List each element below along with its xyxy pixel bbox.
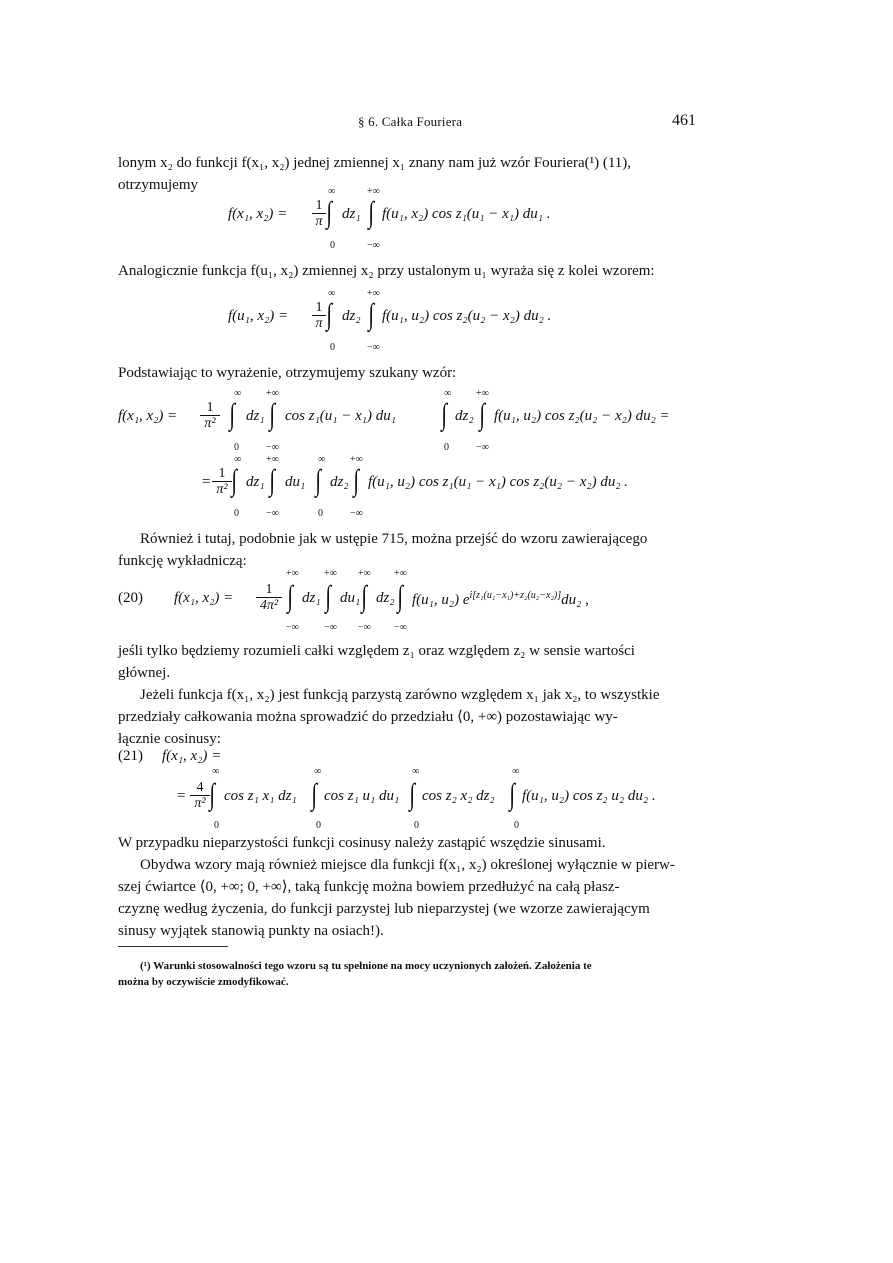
eq3-l2-int2-upper: +∞ (266, 454, 279, 465)
integral-sign: ∫ (269, 464, 275, 497)
integral-sign: ∫ (231, 464, 237, 497)
eq21-int4-upper: ∞ (512, 766, 520, 777)
eq20-int4-upper: +∞ (394, 568, 407, 579)
eq2-lhs: f(u₁, x₂) = (228, 308, 289, 324)
eq3-l2-b: du₁ (285, 474, 306, 490)
eq20-exponent: i[z₁(u₁−x₁)+z₂(u₂−x₂)] (469, 590, 562, 601)
eq21-a: cos z₁ x₁ dz₁ (224, 788, 297, 804)
paragraph-6 (118, 684, 698, 750)
text-line: łącznie cosinusy: (118, 731, 221, 747)
eq20-int2-lower: −∞ (324, 622, 337, 633)
eq3-l1-c: dz₂ (455, 408, 474, 424)
equation-3-line-2 (0, 452, 893, 518)
integral-sign: ∫ (441, 398, 447, 431)
paragraph-3 (118, 362, 698, 384)
equation-number: (21) (118, 748, 143, 764)
eq3-l1-int2-upper: +∞ (266, 388, 279, 399)
eq2-int1-lower: 0 (330, 342, 335, 353)
eq1-int1-upper: ∞ (328, 186, 336, 197)
eq1-body-a: dz₁ (342, 206, 361, 222)
eq20-int1-upper: +∞ (286, 568, 299, 579)
text-line: przedziały całkowania można sprowadzić do przedziału ⟨0, +∞) pozostawiając wy- (118, 709, 618, 725)
eq2-int2-upper: +∞ (367, 288, 380, 299)
eq3-l1-int4-upper: +∞ (476, 388, 489, 399)
eq3-l1-int4-lower: −∞ (476, 442, 489, 453)
integral-sign: ∫ (229, 398, 235, 431)
eq3-l1-int1-upper: ∞ (234, 388, 242, 399)
eq3-l2-int1-lower: 0 (234, 508, 239, 519)
integral-sign: ∫ (361, 580, 367, 613)
text-line: szej ćwiartce ⟨0, +∞; 0, +∞⟩, taką funkcję można bowiem przedłużyć na całą płasz- (118, 879, 620, 895)
eq1-fraction: $\frac{1}{\pi}$ (312, 198, 326, 229)
eq2-fraction: $\frac{1}{\pi}$ (312, 300, 326, 331)
eq21-b: cos z₁ u₁ du₁ (324, 788, 400, 804)
eq3-l1-d: f(u₁, u₂) cos z₂(u₂ − x₂) du₂ = (494, 408, 670, 424)
eq20-int1-lower: −∞ (286, 622, 299, 633)
paragraph-8 (118, 854, 698, 942)
equation-number: (20) (118, 590, 143, 606)
integral-sign: ∫ (326, 298, 332, 331)
paragraph-7 (118, 832, 698, 854)
eq2-body-a: dz₂ (342, 308, 361, 324)
eq20-d: f(u₁, u₂) $e^{i[z_1(u_1-x_1)+z_2(u_2-x_2)]}du_2$ , (412, 590, 589, 608)
eq21-d: f(u₁, u₂) cos z₂ u₂ du₂ . (522, 788, 656, 804)
text-line: funkcję wykładniczą: (118, 553, 247, 569)
eq3-l1-b: cos z₁(u₁ − x₁) du₁ (285, 408, 396, 424)
eq20-int4-lower: −∞ (394, 622, 407, 633)
text-line: Obydwa wzory mają również miejsce dla funkcji f(x₁, x₂) określonej wyłącznie w pierw- (140, 857, 675, 873)
running-head: § 6. Całka Fouriera (358, 114, 463, 129)
paragraph-5 (118, 640, 698, 684)
equation-2 (0, 286, 893, 352)
eq21-int1-lower: 0 (214, 820, 219, 831)
eq21-int1-upper: ∞ (212, 766, 220, 777)
text-line: głównej. (118, 665, 171, 681)
footnote-divider (118, 946, 228, 947)
footnote-line: (¹) Warunki stosowalności tego wzoru są tu spełnione na mocy uczynionych założeń. Założenia te (140, 960, 592, 972)
eq3-l2-int4-upper: +∞ (350, 454, 363, 465)
text-line: sinusy wyjątek stanowią punkty na osiach!). (118, 923, 384, 939)
integral-sign: ∫ (409, 778, 415, 811)
eq1-int2-lower: −∞ (367, 240, 380, 251)
eq1-body-b: f(u₁, x₂) cos z₁(u₁ − x₁) du₁ . (382, 206, 551, 222)
eq20-lhs: f(x₁, x₂) = (174, 590, 234, 606)
eq21-int3-upper: ∞ (412, 766, 420, 777)
eq20-b: du₁ (340, 590, 361, 606)
integral-sign: ∫ (479, 398, 485, 431)
eq3-l2-a: dz₁ (246, 474, 265, 490)
eq3-l1-int3-upper: ∞ (444, 388, 452, 399)
integral-sign: ∫ (353, 464, 359, 497)
eq21-int2-upper: ∞ (314, 766, 322, 777)
eq3-l2-int1-upper: ∞ (234, 454, 242, 465)
equation-21 (0, 748, 893, 830)
integral-sign: ∫ (326, 196, 332, 229)
eq3-l1-int1-lower: 0 (234, 442, 239, 453)
integral-sign: ∫ (368, 196, 374, 229)
text-line: lonym x₂ do funkcji f(x₁, x₂) jednej zmiennej x₁ znany nam już wzór Fouriera(¹) (11), (118, 155, 632, 171)
eq3-lhs: f(x₁, x₂) = (118, 408, 178, 424)
eq21-c: cos z₂ x₂ dz₂ (422, 788, 495, 804)
eq20-fraction: $\frac{1}{\text{4π²}}$ (256, 582, 282, 613)
eq3-l2-int2-lower: −∞ (266, 508, 279, 519)
integral-sign: ∫ (325, 580, 331, 613)
text-line: Jeżeli funkcja f(x₁, x₂) jest funkcją parzystą zarówno względem x₁ jak x₂, to wszystkie (140, 687, 660, 703)
equation-3-line-1 (0, 386, 893, 452)
text-line: otrzymujemy (118, 177, 198, 193)
integral-sign: ∫ (368, 298, 374, 331)
eq20-int3-lower: −∞ (358, 622, 371, 633)
eq21-int4-lower: 0 (514, 820, 519, 831)
eq21-eq: = (176, 788, 187, 804)
eq3-l2-c: dz₂ (330, 474, 349, 490)
eq3-l1-a: dz₁ (246, 408, 265, 424)
text-line: W przypadku nieparzystości funkcji cosinusy należy zastąpić wszędzie sinusami. (118, 835, 606, 851)
eq21-fraction: $\frac{4}{\text{π²}}$ (190, 780, 210, 811)
eq21-int2-lower: 0 (316, 820, 321, 831)
eq20-int3-upper: +∞ (358, 568, 371, 579)
text-line: jeśli tylko będziemy rozumieli całki względem z₁ oraz względem z₂ w sensie wartości (118, 643, 635, 659)
paragraph-2 (118, 260, 698, 282)
eq3-l2-eq: = (201, 474, 212, 490)
eq21-int3-lower: 0 (414, 820, 419, 831)
page-number: 461 (672, 112, 696, 129)
eq2-int2-lower: −∞ (367, 342, 380, 353)
eq3-l2-int4-lower: −∞ (350, 508, 363, 519)
integral-sign: ∫ (209, 778, 215, 811)
integral-sign: ∫ (269, 398, 275, 431)
footnote-line: można by oczywiście zmodyfikować. (118, 976, 289, 988)
eq20-c: dz₂ (376, 590, 395, 606)
eq21-lhs: f(x₁, x₂) = (162, 748, 222, 764)
eq3-l2-int3-lower: 0 (318, 508, 323, 519)
eq3-l2-int3-upper: ∞ (318, 454, 326, 465)
equation-1 (0, 186, 893, 252)
eq20-a: dz₁ (302, 590, 321, 606)
eq1-int2-upper: +∞ (367, 186, 380, 197)
eq20-int2-upper: +∞ (324, 568, 337, 579)
eq1-int1-lower: 0 (330, 240, 335, 251)
integral-sign: ∫ (287, 580, 293, 613)
page-header (0, 112, 893, 134)
integral-sign: ∫ (509, 778, 515, 811)
eq3-l2-fraction: $\frac{1}{\text{π²}}$ (212, 466, 232, 497)
eq2-int1-upper: ∞ (328, 288, 336, 299)
footnote (118, 958, 698, 990)
integral-sign: ∫ (315, 464, 321, 497)
eq3-fraction: $\frac{1}{\text{π²}}$ (200, 400, 220, 431)
integral-sign: ∫ (311, 778, 317, 811)
eq3-l1-int2-lower: −∞ (266, 442, 279, 453)
text-line: Podstawiając to wyrażenie, otrzymujemy szukany wzór: (118, 365, 457, 381)
integral-sign: ∫ (397, 580, 403, 613)
eq3-l1-int3-lower: 0 (444, 442, 449, 453)
text-line: Również i tutaj, podobnie jak w ustępie 715, można przejść do wzoru zawierającego (140, 531, 648, 547)
text-line: Analogicznie funkcja f(u₁, x₂) zmiennej x₂ przy ustalonym u₁ wyraża się z kolei wzorem: (118, 263, 655, 279)
eq1-lhs: f(x₁, x₂) = (228, 206, 288, 222)
eq3-l2-d: f(u₁, u₂) cos z₁(u₁ − x₁) cos z₂(u₂ − x₂) du₂ . (368, 474, 629, 490)
eq2-body-b: f(u₁, u₂) cos z₂(u₂ − x₂) du₂ . (382, 308, 552, 324)
text-line: czyznę według życzenia, do funkcji parzystej lub nieparzystej (we wzorze zawierającym (118, 901, 650, 917)
equation-20 (0, 566, 893, 632)
